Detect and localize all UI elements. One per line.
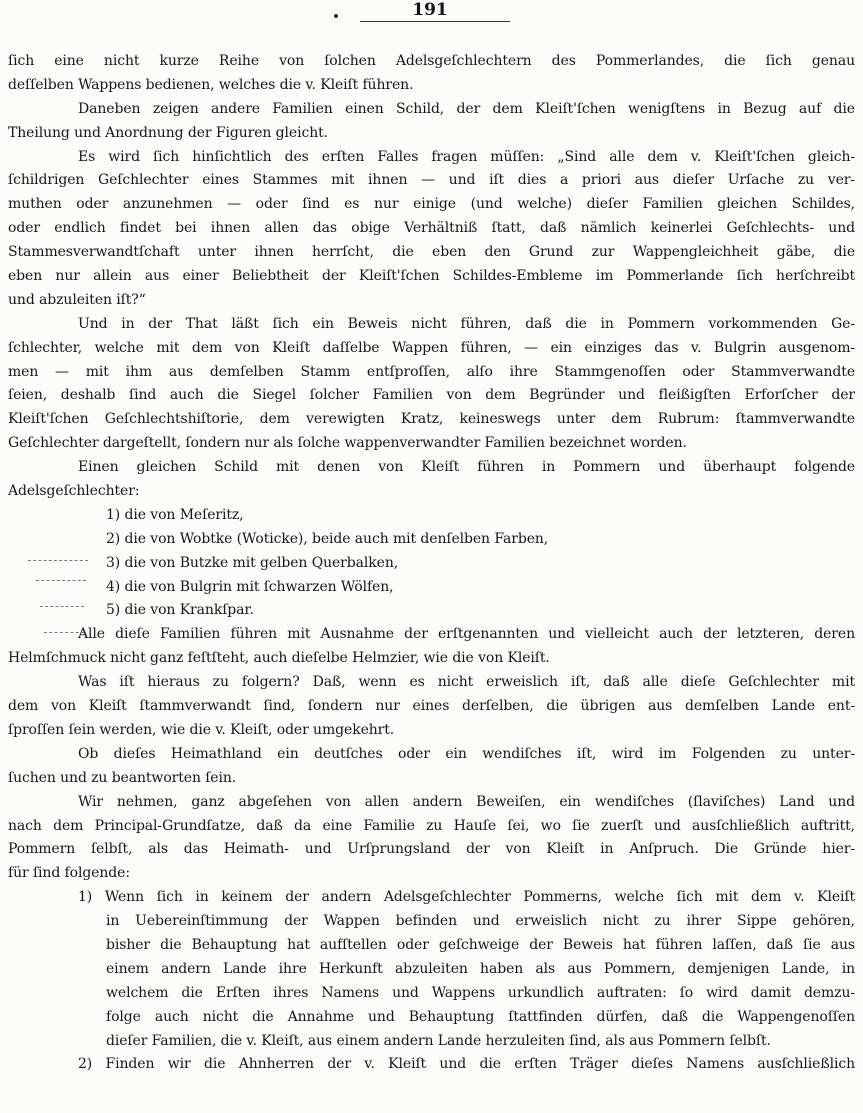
text-line: dieſer Familien, die v. Kleiſt, aus einem andern Lande herzuleiten ſind, als aus Pommern ſelbſt. [106, 1032, 771, 1049]
text-line: Helmſchmuck nicht ganz feſtſteht, auch dieſelbe Helmzier, wie die von Kleiſt. [8, 650, 550, 667]
text-line: Stammesverwandtſchaft unter ihnen herrſcht, die eben den Grund zur Wappengleichheit gäbe, die [8, 244, 855, 261]
page-number: 191 [412, 0, 448, 20]
text-line: ſchlechter, welche mit dem von Kleiſt daſſelbe Wappen führen, — ein einziges das v. Bulgrin ausgenom- [8, 339, 855, 356]
text-line: deſſelben Wappens bedienen, welches die v. Kleiſt führen. [8, 76, 414, 93]
text-line: oder endlich findet bei ihnen allen das obige Verhältniß ſtatt, daß nämlich keinerlei Geſchlechts- und [8, 220, 855, 237]
text-line: nach dem Principal-Grundſatze, daß da eine Familie zu Hauſe ſei, wo ſie zuerſt und ausſchließlich auftritt, [8, 817, 855, 834]
header-dot [334, 14, 338, 18]
text-line: Und in der That läßt ſich ein Beweis nicht führen, daß die in Pommern vorkommenden Ge- [78, 315, 855, 332]
text-line: dem von Kleiſt ſtammverwandt ſind, ſondern nur eines derſelben, die übrigen aus demſelben Lande ent- [8, 698, 855, 715]
margin-pencil-mark [36, 580, 86, 582]
numbered-paragraph: 1) Wenn ſich in keinem der andern Adelsgeſchlechter Pommerns, welche ſich mit dem v. Kleiſt [78, 889, 855, 906]
text-line: Geſchlechter dargeſtellt, ſondern nur als ſolche wappenverwandter Familien bezeichnet worden. [8, 435, 687, 452]
text-line: Wir nehmen, ganz abgeſehen von allen andern Beweiſen, ein wendiſches (ſlaviſches) Land und [78, 793, 855, 810]
text-line: muthen oder anzunehmen — oder ſind es nur einige (und welche) dieſer Familien gleichen Schildes, [8, 196, 855, 213]
text-line: welchem die Erſten ihres Namens und Wappens urkundlich auftraten: ſo wird damit demzu- [106, 984, 855, 1001]
text-line: für ſind folgende: [8, 865, 130, 882]
text-line: Kleiſt'ſchen Geſchlechtshiſtorie, dem verewigten Kratz, keineswegs unter dem Rubrum: ſtammverwandte [8, 411, 855, 428]
text-line: Daneben zeigen andere Familien einen Schild, der dem Kleiſt'ſchen wenigſtens in Bezug auf die [78, 100, 855, 117]
text-line: bisher die Behauptung hat aufſtellen oder geſchweige der Beweis hat führen laſſen, daß ſie aus [106, 936, 855, 953]
text-line: Pommern ſelbſt, als das Heimath- und Urſprungsland der von Kleiſt in Anſpruch. Die Gründe hier- [8, 841, 855, 858]
page-header [0, 0, 863, 26]
text-line: ſich eine nicht kurze Reihe von ſolchen Adelsgeſchlechtern des Pommerlandes, die ſich genau [8, 53, 855, 69]
text-line: einem andern Lande ihre Herkunft abzuleiten haben als aus Pommern, demjenigen Lande, in [106, 960, 855, 977]
text-line: ſeien, deshalb ſind auch die Siegel ſolcher Familien von dem Begründer und fleißigſten Erforſcher der [8, 387, 855, 404]
text-line: ſuchen und zu beantworten ſein. [8, 769, 237, 786]
header-rule [360, 21, 510, 22]
text-line: Es wird ſich hinſichtlich des erſten Falles fragen müſſen: „Sind alle dem v. Kleiſt'ſchen gleich- [78, 148, 855, 165]
margin-pencil-mark [28, 560, 88, 562]
text-line: und abzuleiten iſt?“ [8, 291, 146, 308]
text-line: Theilung und Anordnung der Figuren gleicht. [8, 124, 328, 141]
text-line: Einen gleichen Schild mit denen von Kleiſt führen in Pommern und überhaupt folgende [78, 459, 855, 476]
text-line: Ob dieſes Heimathland ein deutſches oder ein wendiſches iſt, wird im Folgenden zu unter- [78, 745, 855, 762]
text-line: men — mit ihm aus demſelben Stamm entſproſſen, alſo ihre Stammgenoſſen oder Stammverwandte [8, 363, 855, 380]
list-item: 1) die von Meſeritz, [106, 506, 244, 523]
list-item: 2) die von Wobtke (Woticke), beide auch mit denſelben Farben, [106, 530, 549, 547]
text-line: Was iſt hieraus zu folgern? Daß, wenn es nicht erweislich iſt, daß alle dieſe Geſchlechter mit [78, 674, 855, 691]
text-line: eben nur allein aus einer Beliebtheit der Kleiſt'ſchen Schildes-Embleme im Pommerlande ſich herſchreibt [8, 268, 855, 285]
list-item: 4) die von Bulgrin mit ſchwarzen Wölfen, [106, 578, 394, 595]
margin-pencil-mark [40, 606, 84, 608]
list-item: 3) die von Butzke mit gelben Querbalken, [106, 554, 399, 571]
text-line: in Uebereinſtimmung der Wappen befinden und erweislich nicht zu ihrer Sippe gehören, [106, 913, 855, 930]
margin-pencil-mark [44, 632, 84, 634]
list-item: 5) die von Krankſpar. [106, 602, 254, 619]
numbered-paragraph: 2) Finden wir die Ahnherren der v. Kleiſt und die erſten Träger dieſes Namens ausſchließlich [78, 1056, 855, 1073]
text-line: folge auch nicht die Annahme und Behauptung ſtattfinden dürfen, daß die Wappengenoſſen [106, 1008, 855, 1025]
text-line: Adelsgeſchlechter: [8, 483, 140, 500]
text-line: ſchildrigen Geſchlechter eines Stammes mit ihnen — und iſt dies a priori aus dieſer Urſache zu ver- [8, 172, 855, 189]
text-line: ſproſſen ſein werden, wie die v. Kleiſt, oder umgekehrt. [8, 721, 395, 738]
text-line: Alle dieſe Familien führen mit Ausnahme der erſtgenannten und vielleicht auch der letzteren, deren [78, 626, 855, 643]
page-body [8, 50, 855, 1077]
